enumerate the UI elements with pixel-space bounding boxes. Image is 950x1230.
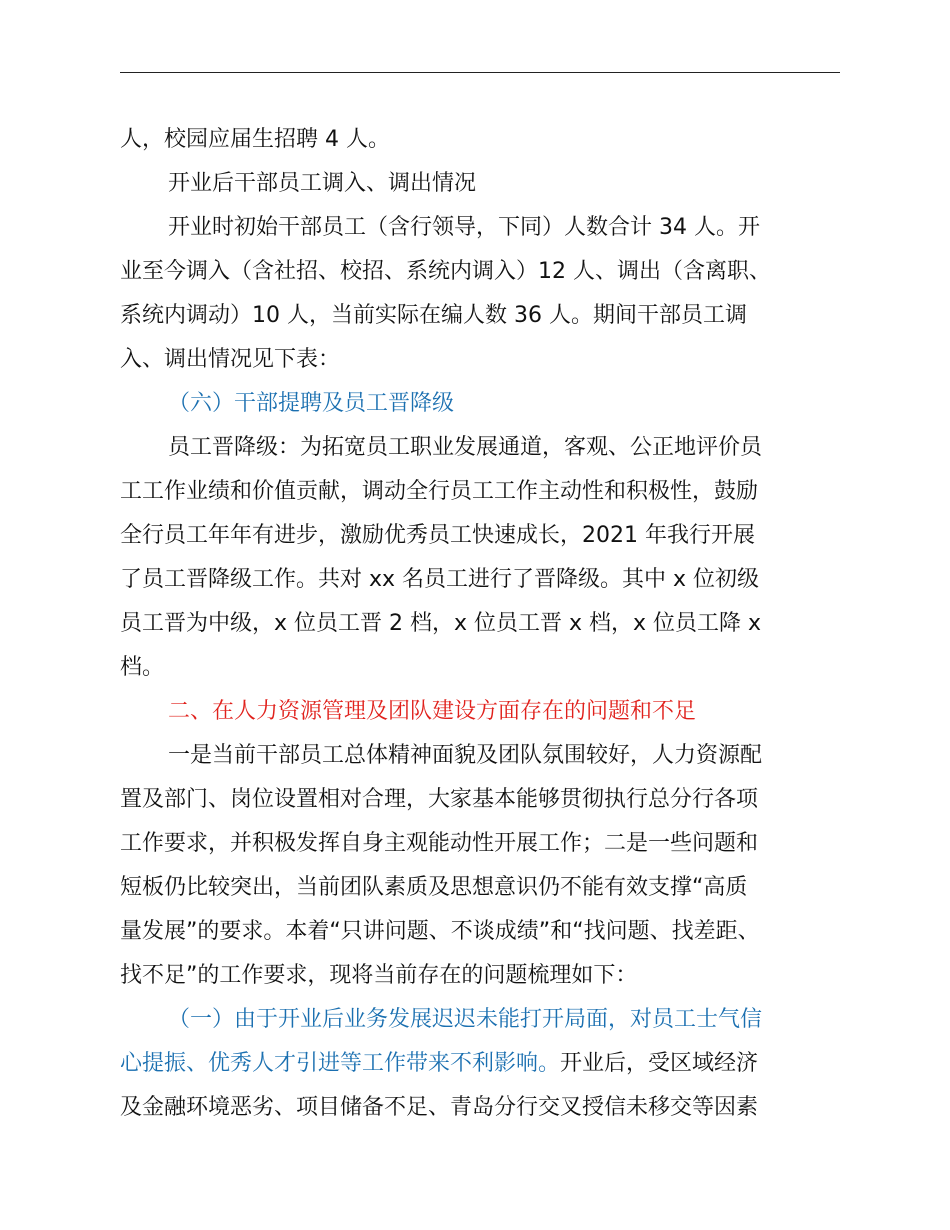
document-body <box>120 118 852 1130</box>
text-line: 找不足”的工作要求，现将当前存在的问题梳理如下： <box>120 963 638 988</box>
header-rule <box>120 72 840 73</box>
body-text-continuation: 开业后，受区域经济 <box>560 1051 759 1076</box>
text-line: 业至今调入（含社招、校招、系统内调入）12 人、调出（含离职、 <box>120 259 771 284</box>
blue-heading-continuation: 心提振、优秀人才引进等工作带来不利影响。 <box>120 1051 561 1076</box>
text-line: 员工晋为中级，x 位员工晋 2 档，x 位员工晋 x 档，x 位员工降 x <box>120 611 762 636</box>
section-heading-red: 二、在人力资源管理及团队建设方面存在的问题和不足 <box>168 699 697 724</box>
text-line: 入、调出情况见下表： <box>120 347 341 372</box>
section-heading-blue: （一）由于开业后业务发展迟迟未能打开局面，对员工士气信 <box>168 1007 763 1032</box>
last-line: 及金融环境恶劣、项目储备不足、青岛分行交叉授信未移交等因素 <box>120 1095 759 1120</box>
text-line: 置及部门、岗位设置相对合理，大家基本能够贯彻执行总分行各项 <box>120 787 759 812</box>
text-line: 人，校园应届生招聘 4 人。 <box>120 127 390 152</box>
text-line: 一是当前干部员工总体精神面貌及团队氛围较好，人力资源配 <box>168 743 763 768</box>
text-line: 短板仍比较突出，当前团队素质及思想意识仍不能有效支撑“高质 <box>120 875 748 900</box>
section-heading-blue: （六）干部提聘及员工晋降级 <box>168 391 455 416</box>
mixed-line <box>120 1042 852 1086</box>
text-line: 全行员工年年有进步，激励优秀员工快速成长，2021 年我行开展 <box>120 523 755 548</box>
text-line: 开业后干部员工调入、调出情况 <box>168 171 477 196</box>
text-line: 档。 <box>120 655 165 680</box>
text-line: 员工晋降级：为拓宽员工职业发展通道，客观、公正地评价员 <box>168 435 763 460</box>
text-line: 量发展”的要求。本着“只讲问题、不谈成绩”和“找问题、找差距、 <box>120 919 760 944</box>
text-line: 系统内调动）10 人，当前实际在编人数 36 人。期间干部员工调 <box>120 303 747 328</box>
paragraph-lines <box>120 118 852 1042</box>
text-line: 了员工晋降级工作。共对 xx 名员工进行了晋降级。其中 x 位初级 <box>120 567 760 592</box>
text-line: 开业时初始干部员工（含行领导，下同）人数合计 34 人。开 <box>168 215 760 240</box>
text-line: 工作要求，并积极发挥自身主观能动性开展工作；二是一些问题和 <box>120 831 759 856</box>
text-line: 工工作业绩和价值贡献，调动全行员工工作主动性和积极性，鼓励 <box>120 479 759 504</box>
